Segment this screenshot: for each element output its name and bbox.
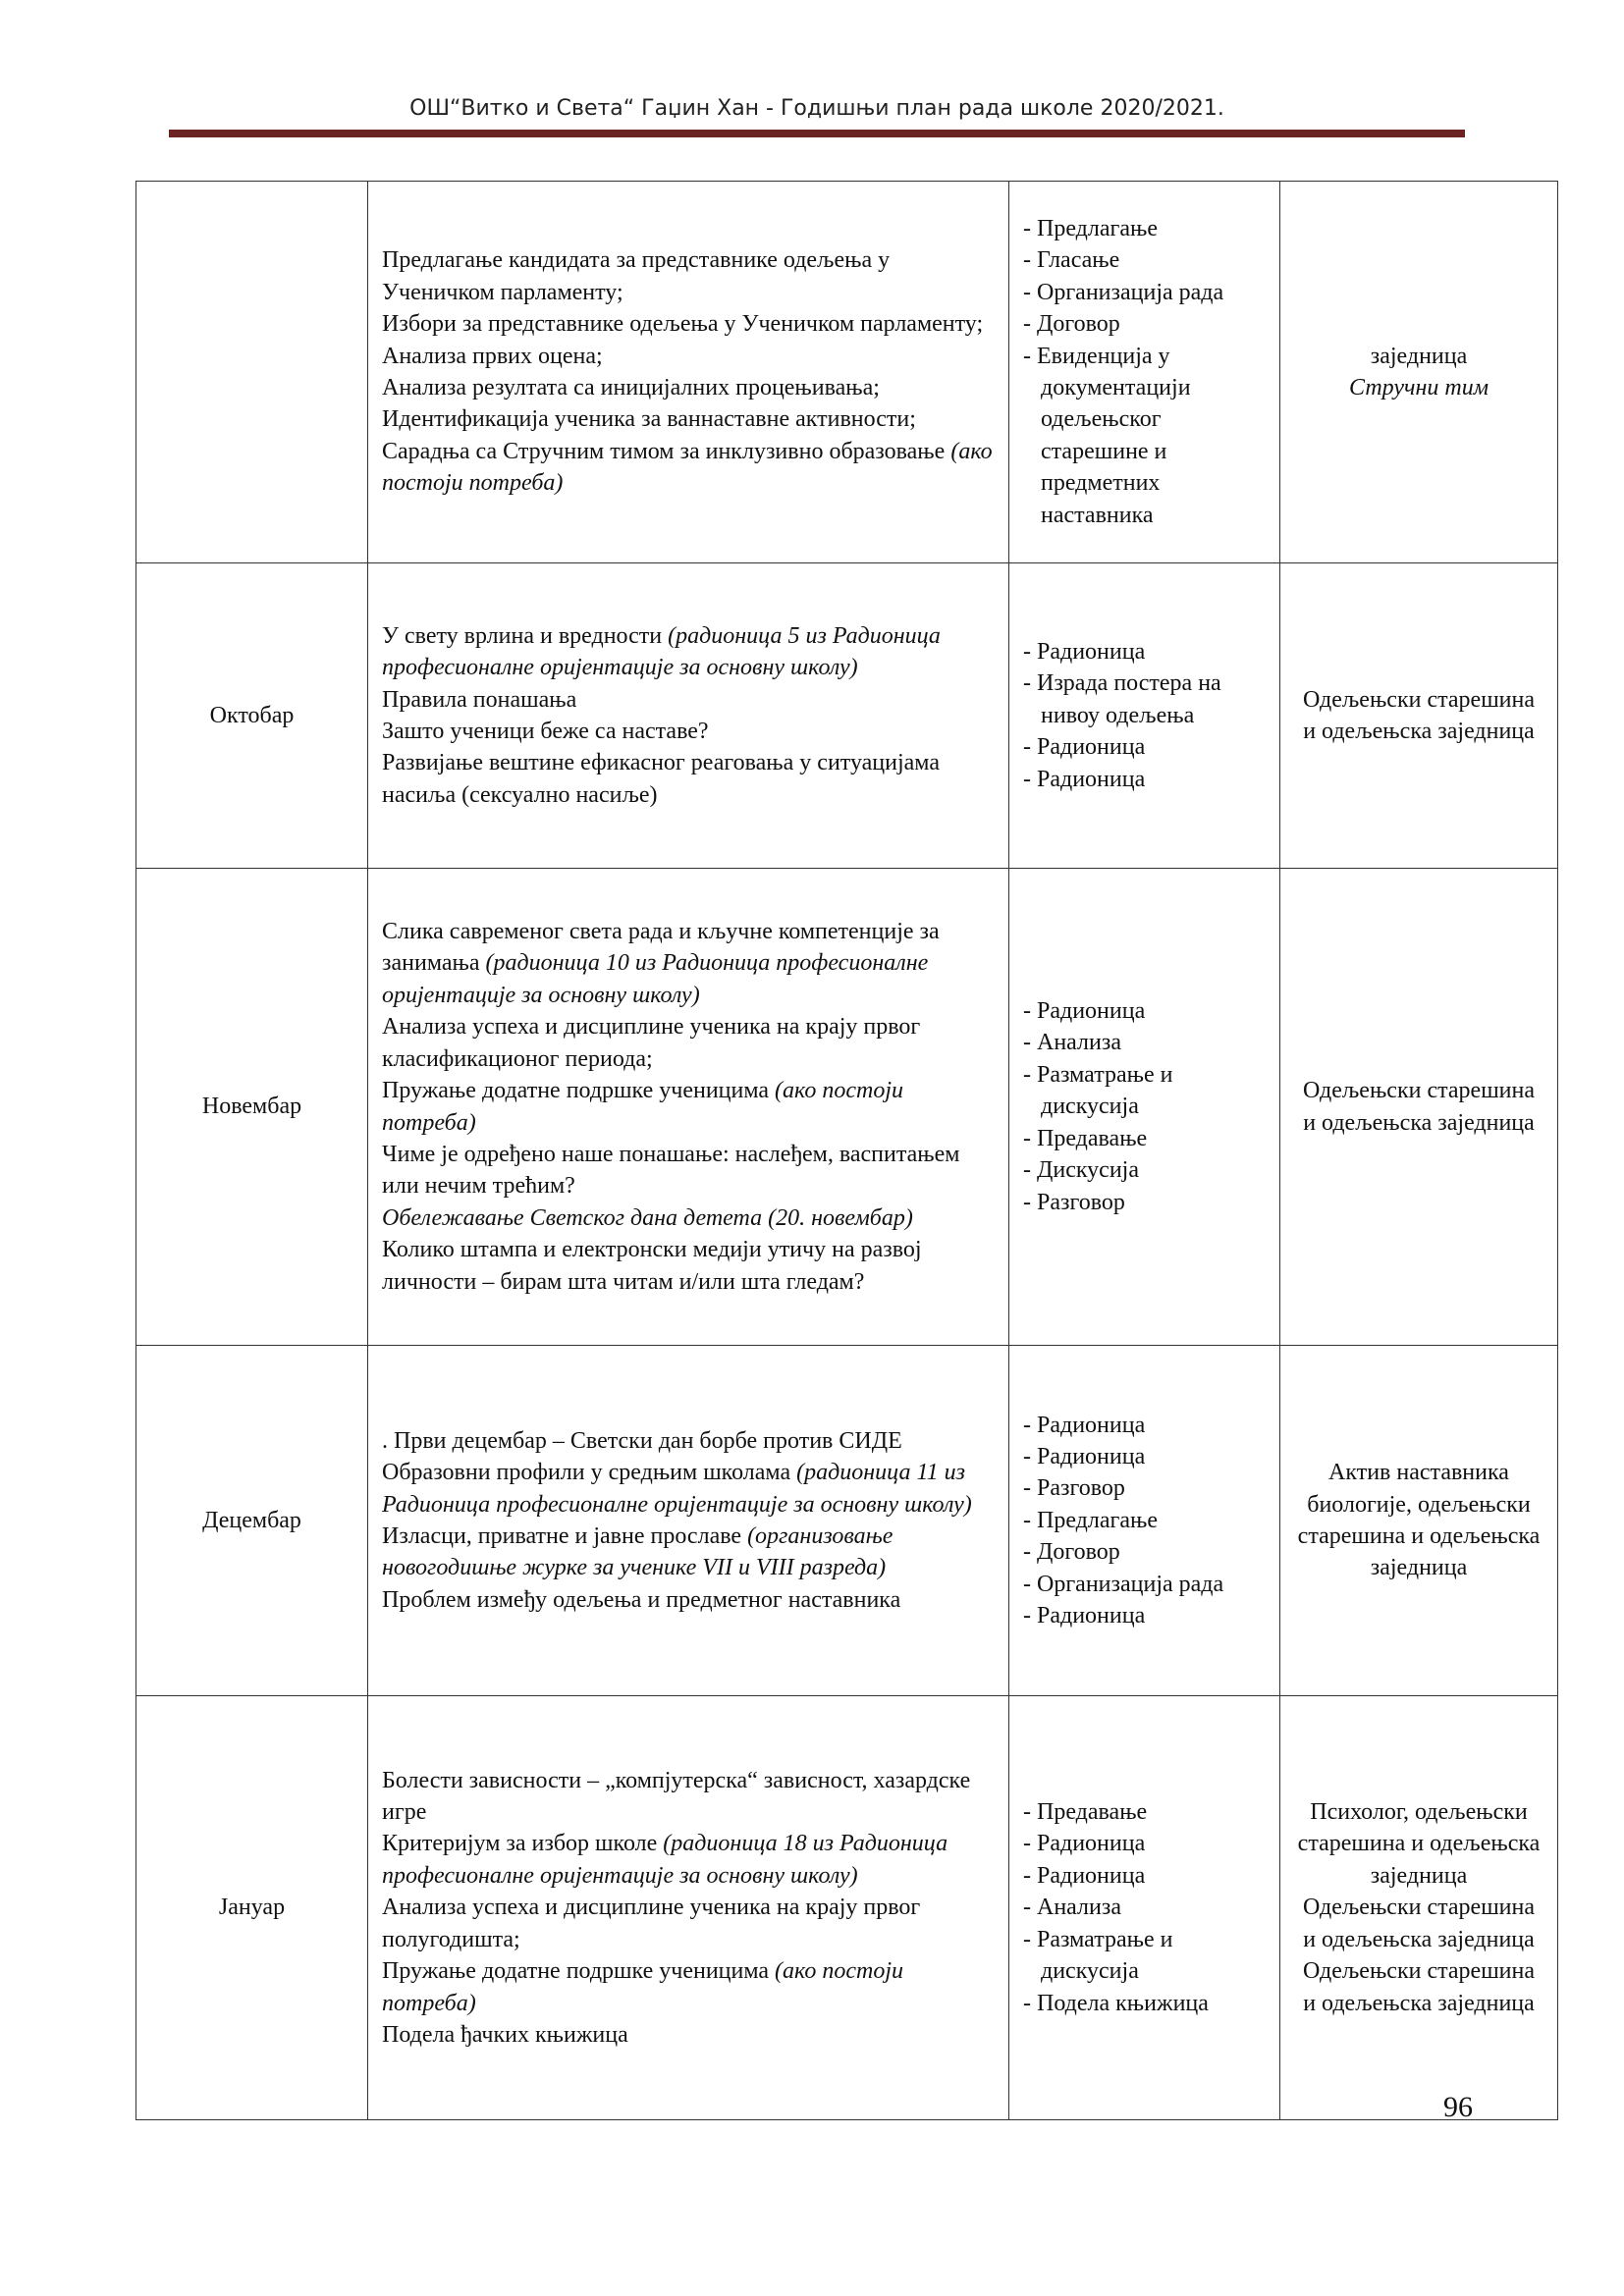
topic-text: Правила понашања <box>382 686 577 713</box>
activity-item: - Радионица <box>1023 998 1146 1025</box>
activity-item: - Радионица <box>1023 1862 1146 1889</box>
topic-note: (организовање новогодишње журке за ученике VII и VIII разреда) <box>382 1523 893 1581</box>
topic-note: (радионица 11 из Радионица професионалне оријентације за основну школу) <box>382 1460 972 1518</box>
topic-item <box>382 1202 995 1234</box>
topic-text: Образовни профили у средњим школама <box>382 1460 797 1486</box>
topic-item <box>382 308 995 340</box>
month-cell: Јануар <box>136 1696 368 2120</box>
topic-item <box>382 1765 995 1829</box>
bearers-cell <box>1280 869 1558 1346</box>
month-cell <box>136 182 368 563</box>
activities-cell <box>1009 1696 1280 2120</box>
page-header-title: ОШ“Витко и Света“ Гаџин Хан - Годишњи план рада школе 2020/2021. <box>409 96 1224 121</box>
activity-item: - Предавање <box>1023 1799 1148 1826</box>
header-divider <box>169 130 1465 137</box>
topic-note: (ако постоји потреба) <box>382 1078 903 1136</box>
activity-item: - Анализа <box>1023 1895 1121 1921</box>
month-cell: Новембар <box>136 869 368 1346</box>
topic-note: (радионица 18 из Радионица професионалне оријентације за основну школу) <box>382 1831 948 1889</box>
responsible-item: Актив наставника биологије, одељењски старешина и одељењска заједница <box>1297 1460 1541 1581</box>
table-row <box>136 563 1558 869</box>
topic-item <box>382 244 995 308</box>
topic-text: Анализа успеха и дисциплине ученика на крају првог полугодишта; <box>382 1895 921 1952</box>
topic-item <box>382 716 995 747</box>
activity-item: - Радионица <box>1023 1603 1146 1629</box>
topic-text: Избори за представнике одељења у Ученичком парламенту; <box>382 311 984 338</box>
topic-item <box>382 620 995 684</box>
topics-cell <box>368 1696 1009 2120</box>
activity-item: - Гласање <box>1023 247 1120 274</box>
month-cell: Октобар <box>136 563 368 869</box>
topic-item <box>382 1011 995 1075</box>
topic-item <box>382 1828 995 1892</box>
responsible-item: Одељењски старешина и одељењска заједница <box>1302 1895 1536 1952</box>
topic-item <box>382 1955 995 2019</box>
activity-item: - Предавање <box>1023 1125 1148 1151</box>
topic-text: Анализа успеха и дисциплине ученика на крају првог класификационог периода; <box>382 1014 921 1072</box>
table-row <box>136 869 1558 1346</box>
bearers-cell <box>1280 182 1558 563</box>
activity-item: - Разговор <box>1023 1475 1125 1502</box>
topic-text: Сарадња са Стручним тимом за инклузивно образовање <box>382 438 951 464</box>
topic-item <box>382 403 995 435</box>
activity-item: - Анализа <box>1023 1030 1121 1056</box>
topic-item <box>382 1892 995 1955</box>
topic-item <box>382 747 995 811</box>
responsible-item: Одељењски старешина и одељењска заједница <box>1302 1078 1536 1136</box>
activity-item: - Организација рада <box>1023 1571 1224 1597</box>
activity-item: - Подела књижица <box>1023 1990 1209 2016</box>
activity-item: - Евиденција у документацији одељењског старешине и предметних наставника <box>1023 343 1191 528</box>
topic-item <box>382 916 995 1011</box>
topic-text: Идентификација ученика за ваннаставне активности; <box>382 406 916 433</box>
topic-text: Слика савременог света рада и кључне компетенције за занимања <box>382 919 940 977</box>
topic-item <box>382 684 995 716</box>
topic-text: Проблем између одељења и предметног наставника <box>382 1586 901 1613</box>
table-row <box>136 182 1558 563</box>
activity-item: - Радионица <box>1023 1412 1146 1438</box>
activities-cell <box>1009 182 1280 563</box>
activity-item: - Радионица <box>1023 734 1146 761</box>
topic-text: Анализа резултата са иницијалних процењивања; <box>382 375 880 400</box>
topics-cell <box>368 1346 1009 1696</box>
topic-item <box>382 1584 995 1616</box>
topic-item <box>382 2019 995 2051</box>
topic-item <box>382 1075 995 1139</box>
topics-cell <box>368 869 1009 1346</box>
topic-note: (радионица 5 из Радионица професионалне оријентације за основну школу) <box>382 622 941 681</box>
topic-text: Изласци, приватне и јавне прославе <box>382 1523 748 1549</box>
topic-text: Колико штампа и електронски медији утичу на развој личности – бирам шта читам и/или шта гледам? <box>382 1237 922 1295</box>
school-plan-table <box>135 181 1558 2120</box>
activity-item: - Предлагање <box>1023 1507 1159 1533</box>
topic-text: Чиме је одређено наше понашање: наслеђем, васпитањем или нечим трећим? <box>382 1141 960 1200</box>
topic-text: Критеријум за избор школе <box>382 1831 664 1857</box>
topic-item <box>382 341 995 372</box>
activity-item: - Дискусија <box>1023 1157 1139 1184</box>
bearers-cell <box>1280 1696 1558 2120</box>
activity-item: - Разматрање и дискусија <box>1023 1926 1173 1985</box>
plan-table-body <box>136 182 1558 2120</box>
responsible-item: Стручни тим <box>1348 375 1489 400</box>
bearers-cell <box>1280 563 1558 869</box>
activities-cell <box>1009 869 1280 1346</box>
topic-item <box>382 436 995 500</box>
activity-item: - Договор <box>1023 1539 1120 1566</box>
topic-text: Развијање вештине ефикасног реаговања у ситуацијама насиља (сексуално насиље) <box>382 750 940 808</box>
topic-text: Болести зависности – „компјутерска“ зависност, хазардске игре <box>382 1767 971 1826</box>
topic-text: Зашто ученици беже са наставе? <box>382 719 709 744</box>
activity-item: - Израда постера на нивоу одељења <box>1023 670 1221 728</box>
topic-item <box>382 1457 995 1521</box>
topic-note: Обележавање Светског дана детета (20. новембар) <box>382 1204 913 1231</box>
activity-item: - Радионица <box>1023 1831 1146 1857</box>
activity-item: - Разматрање и дискусија <box>1023 1061 1173 1120</box>
topic-item <box>382 1139 995 1202</box>
topic-text: . Први децембар – Светски дан борбе против СИДЕ <box>382 1427 902 1454</box>
topic-item <box>382 1234 995 1298</box>
month-cell: Децембар <box>136 1346 368 1696</box>
activity-item: - Договор <box>1023 311 1120 338</box>
activity-item: - Предлагање <box>1023 215 1159 241</box>
activity-item: - Радионица <box>1023 1443 1146 1469</box>
page-number: 96 <box>1443 2091 1473 2123</box>
activities-cell <box>1009 563 1280 869</box>
table-row <box>136 1346 1558 1696</box>
topic-text: Подела ђачких књижица <box>382 2021 628 2048</box>
topics-cell <box>368 182 1009 563</box>
activity-item: - Организација рада <box>1023 279 1224 305</box>
bearers-cell <box>1280 1346 1558 1696</box>
topic-note: (ако постоји потреба) <box>382 438 993 497</box>
topic-text: Пружање додатне подршке ученицима <box>382 1958 776 1985</box>
topic-item <box>382 1521 995 1584</box>
topic-text: Предлагање кандидата за представнике одељења у Ученичком парламенту; <box>382 247 891 305</box>
responsible-item: Психолог, одељењски старешина и одељењска заједница <box>1297 1799 1541 1889</box>
activity-item: - Радионица <box>1023 766 1146 792</box>
topic-text: Анализа првих оцена; <box>382 343 603 369</box>
topic-item <box>382 372 995 403</box>
topics-cell <box>368 563 1009 869</box>
responsible-item: Одељењски старешина и одељењска заједница <box>1302 686 1536 744</box>
topic-item <box>382 1425 995 1457</box>
topic-text: У свету врлина и вредности <box>382 622 669 649</box>
activities-cell <box>1009 1346 1280 1696</box>
topic-note: (радионица 10 из Радионица професионалне оријентације за основну школу) <box>382 950 929 1008</box>
responsible-item: Одељењски старешина и одељењска заједница <box>1302 1958 1536 2016</box>
topic-note: (ако постоји потреба) <box>382 1958 903 2016</box>
activity-item: - Радионица <box>1023 638 1146 665</box>
topic-text: Пружање додатне подршке ученицима <box>382 1078 776 1104</box>
responsible-item: заједница <box>1370 343 1468 369</box>
activity-item: - Разговор <box>1023 1189 1125 1215</box>
table-row <box>136 1696 1558 2120</box>
